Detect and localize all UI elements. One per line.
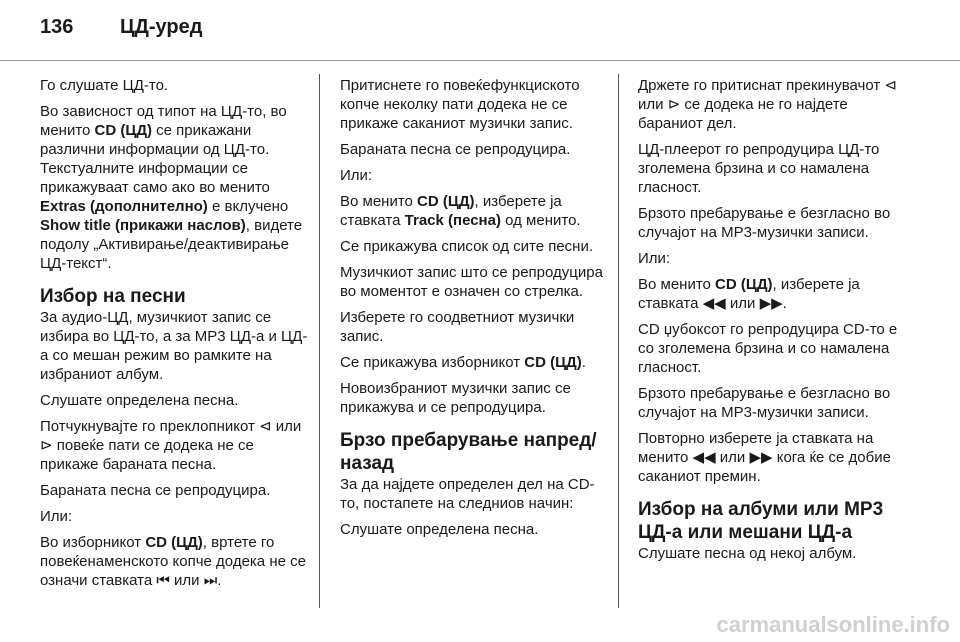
section-heading: Избор на песни: [40, 286, 186, 307]
paragraph: Бараната песна се репродуцира.: [340, 141, 571, 158]
paragraph: Го слушате ЦД-то.: [40, 77, 169, 94]
rewind-icon: ◀◀: [702, 295, 726, 312]
page-title: ЦД-уред: [120, 16, 203, 38]
left-arrow-icon: ⊲: [884, 77, 897, 94]
next-track-icon: ⏭: [203, 572, 218, 589]
previous-track-icon: ⏮: [156, 572, 170, 589]
paragraph: Брзото пребарување е безгласно во случајот на MP3-музички записи.: [638, 385, 891, 421]
paragraph: Или:: [638, 250, 671, 267]
header-rule: [0, 60, 960, 61]
paragraph: Држете го притиснат прекинувачот ⊲ или ⊳ се додека не го најдете бараниот дел.: [638, 77, 897, 132]
paragraph: Во изборникот CD (ЦД), вртете го повеќенаменското копче додека не се означи ставката ⏮ или ⏭.: [40, 534, 306, 589]
fast-forward-icon: ▶▶: [749, 449, 773, 466]
watermark: carmanualsonline.info: [716, 612, 950, 637]
column-1: [40, 76, 308, 597]
section-heading: Брзо пребарување напред/назад: [340, 430, 597, 474]
left-arrow-icon: ⊲: [259, 418, 272, 435]
right-arrow-icon: ⊳: [40, 437, 53, 454]
paragraph: CD џубоксот го репродуцира CD-то е со зголемена брзина и со намалена гласност.: [638, 321, 898, 376]
page-number: 136: [40, 16, 74, 38]
paragraph: Слушате определена песна.: [40, 392, 239, 409]
paragraph: Притиснете го повеќефункциското копче неколку пати додека не се прикаже саканиот музички запис.: [340, 77, 580, 132]
section-heading: Избор на албуми или MP3 ЦД-а или мешани ЦД-а: [638, 499, 884, 543]
paragraph: Или:: [340, 167, 373, 184]
paragraph: Потчукнувајте го преклопникот ⊲ или ⊳ повеќе пати се додека не се прикаже бараната песна.: [40, 418, 302, 473]
paragraph: Музичкиот запис што се репродуцира во моментот е означен со стрелка.: [340, 264, 603, 300]
paragraph: Бараната песна се репродуцира.: [40, 482, 271, 499]
page-header: [0, 0, 960, 62]
column-3: [638, 76, 908, 570]
paragraph: За да најдете определен дел на CD-то, постапете на следниов начин:: [340, 476, 595, 512]
column-divider: [319, 74, 320, 608]
paragraph: Се прикажува изборникот CD (ЦД).: [340, 354, 586, 371]
paragraph: ЦД-плеерот го репродуцира ЦД-то зголемена брзина и со намалена гласност.: [638, 141, 880, 196]
paragraph: За аудио-ЦД, музичкиот запис се избира во ЦД-то, а за MP3 ЦД-а и ЦД-а со мешан режим во рамките на избраниот албум.: [40, 309, 308, 383]
paragraph: Во менито CD (ЦД), изберете ја ставката Track (песна) од менито.: [340, 193, 581, 229]
fast-forward-icon: ▶▶: [759, 295, 783, 312]
rewind-icon: ◀◀: [692, 449, 716, 466]
paragraph: Брзото пребарување е безгласно во случајот на MP3-музички записи.: [638, 205, 891, 241]
column-2: [340, 76, 610, 546]
paragraph: Повторно изберете ја ставката на менито ◀◀ или ▶▶ кога ќе се добие саканиот премин.: [638, 430, 891, 485]
paragraph: Изберете го соодветниот музички запис.: [340, 309, 575, 345]
paragraph: Или:: [40, 508, 73, 525]
paragraph: Слушате песна од некој албум.: [638, 545, 857, 562]
paragraph: Слушате определена песна.: [340, 521, 539, 538]
paragraph: Се прикажува список од сите песни.: [340, 238, 593, 255]
paragraph: Во зависност од типот на ЦД-то, во менито CD (ЦД) се прикажани различни информации од ЦД-то. Текстуалните информации се прикажуваат само ако во менито Extras (дополнително) е вклучено Show title (прикажи наслов), видете подолу „Активирање/деактивирање ЦД-текст“.: [40, 103, 303, 272]
column-divider: [618, 74, 619, 608]
paragraph: Во менито CD (ЦД), изберете ја ставката ◀◀ или ▶▶.: [638, 276, 860, 312]
right-arrow-icon: ⊳: [667, 96, 681, 113]
paragraph: Новоизбраниот музички запис се прикажува и се репродуцира.: [340, 380, 571, 416]
